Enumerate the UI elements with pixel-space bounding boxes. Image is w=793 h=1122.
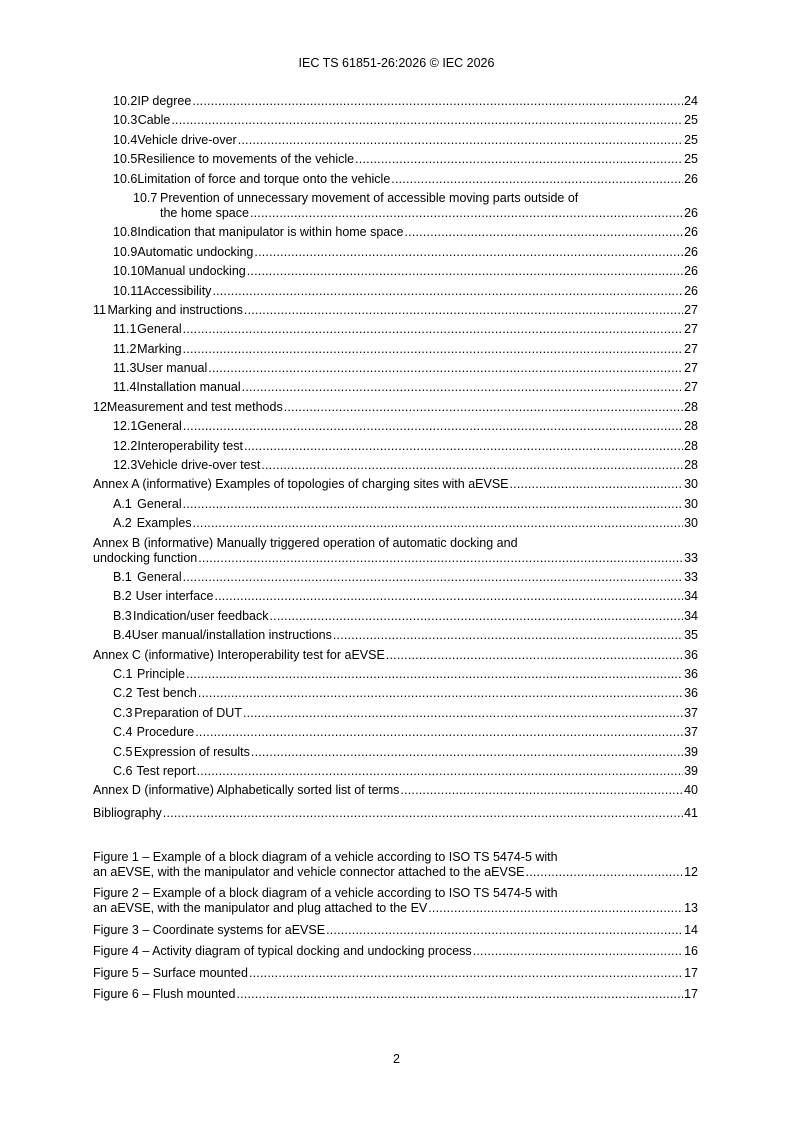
toc-entry[interactable] bbox=[93, 280, 698, 299]
toc-entry-line bbox=[93, 589, 698, 604]
dot-leader bbox=[326, 923, 683, 938]
toc-entry-page: 25 bbox=[684, 132, 698, 147]
dot-leader bbox=[526, 865, 684, 880]
toc-entry-page: 26 bbox=[684, 171, 698, 186]
toc-entry[interactable] bbox=[93, 493, 698, 512]
dot-leader bbox=[391, 172, 683, 187]
toc-entry-number: 11 bbox=[93, 302, 106, 317]
toc-entry-page: 33 bbox=[684, 569, 698, 584]
dot-leader bbox=[284, 400, 683, 415]
toc-entry-number: A.1 bbox=[113, 496, 132, 511]
toc-entry-title: Figure 6 – Flush mounted bbox=[93, 987, 236, 1002]
toc-entry-line bbox=[93, 152, 698, 167]
toc-entry-line bbox=[93, 551, 698, 566]
toc-entry-line bbox=[93, 806, 698, 821]
dot-leader bbox=[212, 284, 683, 299]
figure-entry[interactable] bbox=[93, 918, 698, 940]
toc-entry-title: Test bench bbox=[136, 686, 197, 701]
toc-entry-title: Principle bbox=[137, 666, 185, 681]
dot-leader bbox=[238, 133, 683, 148]
toc-entry-page: 24 bbox=[684, 94, 698, 108]
dot-leader bbox=[183, 342, 683, 357]
toc-entry-title: Resilience to movements of the vehicle bbox=[137, 152, 355, 167]
toc-entry-title: Test report bbox=[136, 763, 196, 778]
toc-entry-page: 28 bbox=[684, 438, 698, 453]
toc-entry-line bbox=[93, 477, 698, 492]
toc-entry[interactable] bbox=[93, 168, 698, 187]
toc-entry-page: 27 bbox=[684, 322, 698, 337]
toc-entry[interactable] bbox=[93, 702, 698, 721]
dot-leader bbox=[428, 901, 683, 916]
toc-entry-number: 10.10 bbox=[113, 264, 145, 279]
toc-entry-line bbox=[93, 497, 698, 512]
dot-leader bbox=[333, 628, 683, 643]
toc-entry-number: 12.3 bbox=[113, 458, 138, 473]
figure-entry[interactable] bbox=[93, 982, 698, 1004]
dot-leader bbox=[404, 225, 683, 240]
toc-entry-line bbox=[93, 264, 698, 279]
toc-entry-page: 27 bbox=[684, 361, 698, 376]
toc-entry-page: 17 bbox=[684, 987, 698, 1002]
toc-entry[interactable] bbox=[93, 605, 698, 624]
toc-entry[interactable] bbox=[93, 241, 698, 260]
page-header: IEC TS 61851-26:2026 © IEC 2026 bbox=[298, 56, 495, 70]
dot-leader bbox=[244, 439, 683, 454]
toc-entry-title: Vehicle drive-over bbox=[137, 132, 237, 147]
toc-entry-title-continued: the home space bbox=[160, 205, 249, 220]
toc-entry[interactable] bbox=[93, 318, 698, 337]
dot-leader bbox=[186, 667, 683, 682]
toc-entry-page: 27 bbox=[684, 380, 698, 395]
toc-entry-line bbox=[93, 987, 698, 1002]
toc-entry-title: IP degree bbox=[137, 94, 192, 108]
figure-entry[interactable] bbox=[93, 961, 698, 983]
toc-entry-line bbox=[93, 901, 698, 916]
toc-entry-line bbox=[93, 94, 698, 109]
toc-entry-page: 37 bbox=[684, 705, 698, 720]
toc-entry-number: C.6 bbox=[113, 763, 133, 778]
toc-entry-line bbox=[93, 303, 698, 318]
toc-entry-title-continued: an aEVSE, with the manipulator and vehicle connector attached to the aEVSE bbox=[93, 865, 525, 880]
toc-entry-title: Preparation of DUT bbox=[134, 705, 242, 720]
toc-entry-page: 17 bbox=[684, 965, 698, 980]
toc-entry-page: 13 bbox=[684, 901, 698, 916]
toc-entry-number: B.2 bbox=[113, 589, 132, 604]
toc-entry-line bbox=[93, 570, 698, 585]
toc-entry-title: Limitation of force and torque onto the vehicle bbox=[137, 171, 391, 186]
toc-entry-line bbox=[93, 764, 698, 779]
toc-entry-number: B.4 bbox=[113, 628, 132, 643]
toc-entry-page: 35 bbox=[684, 628, 698, 643]
toc-entry-title: Measurement and test methods bbox=[106, 399, 283, 414]
toc-entry[interactable] bbox=[93, 682, 698, 701]
toc-entry-title: Installation manual bbox=[136, 380, 241, 395]
toc-entry-line bbox=[93, 745, 698, 760]
toc-entry-title: Examples bbox=[136, 516, 192, 531]
toc-entry-page: 34 bbox=[684, 589, 698, 604]
toc-entry[interactable] bbox=[93, 415, 698, 434]
toc-entry[interactable] bbox=[93, 454, 698, 473]
toc-entry-line bbox=[93, 706, 698, 721]
toc-entry-number: 11.1 bbox=[113, 322, 137, 337]
toc-entry-line bbox=[93, 113, 698, 128]
toc-entry-line bbox=[93, 686, 698, 701]
section-gap bbox=[93, 821, 698, 845]
toc-entry-line bbox=[93, 322, 698, 337]
toc-entry-number: C.5 bbox=[113, 744, 133, 759]
toc-entry-line bbox=[93, 380, 698, 395]
toc-entry[interactable] bbox=[93, 644, 698, 663]
toc-entry-page: 25 bbox=[684, 113, 698, 128]
toc-entry-title: Vehicle drive-over test bbox=[137, 458, 261, 473]
dot-leader bbox=[214, 589, 683, 604]
page-number: 2 bbox=[393, 1052, 400, 1066]
toc-entry-title: Figure 4 – Activity diagram of typical docking and undocking process bbox=[93, 944, 472, 959]
toc-entry[interactable] bbox=[93, 90, 698, 109]
dot-leader bbox=[243, 706, 683, 721]
toc-entry-title: Annex C (informative) Interoperability test for aEVSE bbox=[93, 647, 385, 662]
toc-entry-page: 14 bbox=[684, 922, 698, 937]
toc-entry-page: 30 bbox=[684, 496, 698, 511]
toc-entry-title: Interoperability test bbox=[137, 438, 243, 453]
toc-entry-title: Annex B (informative) Manually triggered operation of automatic docking and bbox=[93, 535, 518, 550]
toc-entry-title: Annex D (informative) Alphabetically sorted list of terms bbox=[93, 783, 400, 798]
toc-entry-title: Expression of results bbox=[133, 744, 250, 759]
toc-entry-title: Bibliography bbox=[93, 805, 162, 820]
dot-leader bbox=[261, 458, 683, 473]
toc-entry-page: 40 bbox=[684, 783, 698, 798]
toc-entry-line bbox=[93, 648, 698, 663]
toc-entry[interactable] bbox=[93, 299, 698, 318]
dot-leader bbox=[183, 322, 683, 337]
toc-entry-title: User manual/installation instructions bbox=[131, 628, 332, 643]
dot-leader bbox=[208, 361, 683, 376]
toc-entry-title: User manual bbox=[136, 361, 208, 376]
toc-entry-line bbox=[93, 342, 698, 357]
table-of-contents bbox=[93, 90, 698, 1004]
toc-entry-page: 26 bbox=[684, 244, 698, 259]
toc-entry-title: Figure 3 – Coordinate systems for aEVSE bbox=[93, 922, 326, 937]
toc-entry-page: 39 bbox=[684, 763, 698, 778]
toc-entry[interactable] bbox=[93, 260, 698, 279]
toc-entry-line bbox=[93, 419, 698, 434]
toc-entry-title: Figure 5 – Surface mounted bbox=[93, 965, 248, 980]
toc-entry-line bbox=[93, 400, 698, 415]
toc-entry-page: 26 bbox=[684, 225, 698, 240]
toc-entry[interactable] bbox=[93, 376, 698, 395]
toc-entry-number: 10.6 bbox=[113, 171, 138, 186]
toc-entry-number: C.2 bbox=[113, 686, 133, 701]
toc-entry-title: Indication/user feedback bbox=[132, 608, 269, 623]
toc-entry-number: C.1 bbox=[113, 666, 133, 681]
dot-leader bbox=[386, 648, 683, 663]
toc-entry-line bbox=[93, 284, 698, 299]
dot-leader bbox=[163, 806, 683, 821]
toc-entry-title: Automatic undocking bbox=[137, 244, 254, 259]
toc-entry-line bbox=[93, 628, 698, 643]
toc-entry-line bbox=[93, 865, 698, 880]
toc-entry-page: 25 bbox=[684, 152, 698, 167]
toc-entry-number: 10.11 bbox=[113, 283, 144, 298]
toc-entry-title: Marking and instructions bbox=[107, 302, 243, 317]
toc-entry-number: 11.3 bbox=[113, 361, 137, 376]
toc-entry-title: General bbox=[137, 322, 182, 337]
toc-entry-page: 33 bbox=[684, 550, 698, 565]
toc-entry-number: 10.8 bbox=[113, 225, 138, 240]
toc-entry-page: 28 bbox=[684, 419, 698, 434]
toc-entry-title: Figure 2 – Example of a block diagram of a vehicle according to ISO TS 5474-5 with bbox=[93, 886, 558, 901]
toc-entry-page: 36 bbox=[684, 686, 698, 701]
dot-leader bbox=[510, 477, 684, 492]
toc-entry[interactable] bbox=[93, 396, 698, 415]
toc-entry-page: 39 bbox=[684, 744, 698, 759]
toc-entry-page: 12 bbox=[684, 865, 698, 880]
dot-leader bbox=[250, 206, 683, 221]
toc-entry-line bbox=[93, 458, 698, 473]
toc-entry-number: B.1 bbox=[113, 569, 132, 584]
toc-entry-line bbox=[93, 133, 698, 148]
toc-entry-number: 10.7 bbox=[133, 190, 158, 205]
dot-leader bbox=[400, 783, 683, 798]
toc-entry-page: 26 bbox=[684, 283, 698, 298]
toc-entry[interactable] bbox=[93, 585, 698, 604]
toc-entry-line bbox=[93, 923, 698, 938]
toc-entry-number: 11.2 bbox=[113, 341, 137, 356]
toc-entry-page: 27 bbox=[684, 341, 698, 356]
dot-leader bbox=[473, 944, 683, 959]
toc-entry[interactable] bbox=[93, 129, 698, 148]
toc-entry-line bbox=[93, 516, 698, 531]
toc-entry[interactable] bbox=[93, 566, 698, 585]
toc-entry[interactable] bbox=[93, 663, 698, 682]
toc-entry-title: General bbox=[137, 496, 182, 511]
toc-entry-page: 28 bbox=[684, 399, 698, 414]
toc-entry-number: 12.2 bbox=[113, 438, 138, 453]
toc-entry-line bbox=[93, 783, 698, 798]
toc-entry[interactable] bbox=[93, 187, 698, 221]
toc-entry-page: 41 bbox=[684, 805, 698, 820]
toc-entry-line bbox=[93, 667, 698, 682]
toc-entry-number: 10.4 bbox=[113, 132, 138, 147]
toc-entry-number: 10.3 bbox=[113, 113, 138, 128]
toc-entry-page: 36 bbox=[684, 647, 698, 662]
toc-entry-title-continued: undocking function bbox=[93, 550, 198, 565]
toc-entry[interactable] bbox=[93, 109, 698, 128]
dot-leader bbox=[249, 966, 683, 981]
toc-entry[interactable] bbox=[93, 802, 698, 821]
toc-entry-page: 16 bbox=[684, 944, 698, 959]
toc-entry-title: Procedure bbox=[136, 725, 195, 740]
toc-entry-line bbox=[93, 245, 698, 260]
toc-entry-number: C.4 bbox=[113, 725, 133, 740]
figure-entry[interactable] bbox=[93, 845, 698, 881]
toc-entry[interactable] bbox=[93, 721, 698, 740]
dot-leader bbox=[254, 245, 683, 260]
dot-leader bbox=[242, 380, 683, 395]
toc-entry[interactable] bbox=[93, 473, 698, 492]
dot-leader bbox=[171, 113, 683, 128]
toc-entry-title: User interface bbox=[135, 589, 214, 604]
toc-entry[interactable] bbox=[93, 624, 698, 643]
dot-leader bbox=[198, 551, 683, 566]
toc-entry[interactable] bbox=[93, 357, 698, 376]
toc-entry-title: Prevention of unnecessary movement of accessible moving parts outside of bbox=[160, 190, 579, 205]
toc-entry-number: 10.5 bbox=[113, 152, 138, 167]
dot-leader bbox=[269, 609, 683, 624]
toc-entry-title: Cable bbox=[137, 113, 171, 128]
toc-entry-title: Indication that manipulator is within home space bbox=[137, 225, 404, 240]
toc-entry[interactable] bbox=[93, 512, 698, 531]
toc-entry-number: 11.4 bbox=[113, 380, 137, 395]
toc-entry[interactable] bbox=[93, 760, 698, 779]
toc-entry-line bbox=[93, 172, 698, 187]
toc-entry-page: 27 bbox=[684, 302, 698, 317]
toc-entry-page: 30 bbox=[684, 516, 698, 531]
dot-leader bbox=[197, 764, 684, 779]
toc-entry-title: Marking bbox=[137, 341, 182, 356]
toc-entry[interactable] bbox=[93, 148, 698, 167]
toc-entry-page: 30 bbox=[684, 477, 698, 492]
toc-entry-page: 36 bbox=[684, 666, 698, 681]
dot-leader bbox=[183, 419, 683, 434]
toc-entry-title: General bbox=[137, 419, 182, 434]
toc-entry-line bbox=[160, 206, 698, 221]
dot-leader bbox=[251, 745, 683, 760]
toc-entry-line bbox=[93, 361, 698, 376]
dot-leader bbox=[183, 497, 683, 512]
toc-entry-page: 34 bbox=[684, 608, 698, 623]
toc-entry[interactable] bbox=[93, 532, 698, 566]
toc-entry-title-continued: an aEVSE, with the manipulator and plug attached to the EV bbox=[93, 901, 428, 916]
toc-entry-title: General bbox=[137, 569, 182, 584]
toc-entry[interactable] bbox=[93, 338, 698, 357]
toc-entry-title: Accessibility bbox=[143, 283, 212, 298]
dot-leader bbox=[355, 152, 683, 167]
toc-entry-number: 12.1 bbox=[113, 419, 138, 434]
toc-entry-line bbox=[93, 966, 698, 981]
toc-entry-line bbox=[93, 439, 698, 454]
toc-entry-number: B.3 bbox=[113, 608, 132, 623]
toc-entry-number: 12 bbox=[93, 399, 107, 414]
toc-entry-number: A.2 bbox=[113, 516, 132, 531]
toc-entry[interactable] bbox=[93, 779, 698, 798]
toc-entry-number: C.3 bbox=[113, 705, 133, 720]
toc-entry-page: 26 bbox=[684, 205, 698, 220]
toc-entry[interactable] bbox=[93, 435, 698, 454]
toc-entry-line bbox=[93, 725, 698, 740]
dot-leader bbox=[198, 686, 683, 701]
dot-leader bbox=[247, 264, 683, 279]
dot-leader bbox=[193, 516, 684, 531]
figure-entry[interactable] bbox=[93, 881, 698, 917]
dot-leader bbox=[192, 94, 683, 109]
toc-entry-number: 10.2 bbox=[113, 94, 138, 108]
toc-entry-page: 28 bbox=[684, 458, 698, 473]
toc-entry-page: 26 bbox=[684, 264, 698, 279]
toc-entry-page: 37 bbox=[684, 725, 698, 740]
toc-entry-title: Annex A (informative) Examples of topologies of charging sites with aEVSE bbox=[93, 477, 509, 492]
dot-leader bbox=[236, 987, 683, 1002]
toc-entry-line bbox=[93, 225, 698, 240]
toc-entry-line bbox=[93, 944, 698, 959]
toc-entry-number: 10.9 bbox=[113, 244, 138, 259]
toc-entry[interactable] bbox=[93, 221, 698, 240]
figure-entry[interactable] bbox=[93, 939, 698, 961]
dot-leader bbox=[183, 570, 683, 585]
dot-leader bbox=[195, 725, 683, 740]
toc-entry-title: Manual undocking bbox=[144, 264, 246, 279]
toc-entry-title: Figure 1 – Example of a block diagram of a vehicle according to ISO TS 5474-5 with bbox=[93, 850, 558, 865]
toc-entry[interactable] bbox=[93, 741, 698, 760]
dot-leader bbox=[244, 303, 683, 318]
toc-entry-line bbox=[93, 609, 698, 624]
